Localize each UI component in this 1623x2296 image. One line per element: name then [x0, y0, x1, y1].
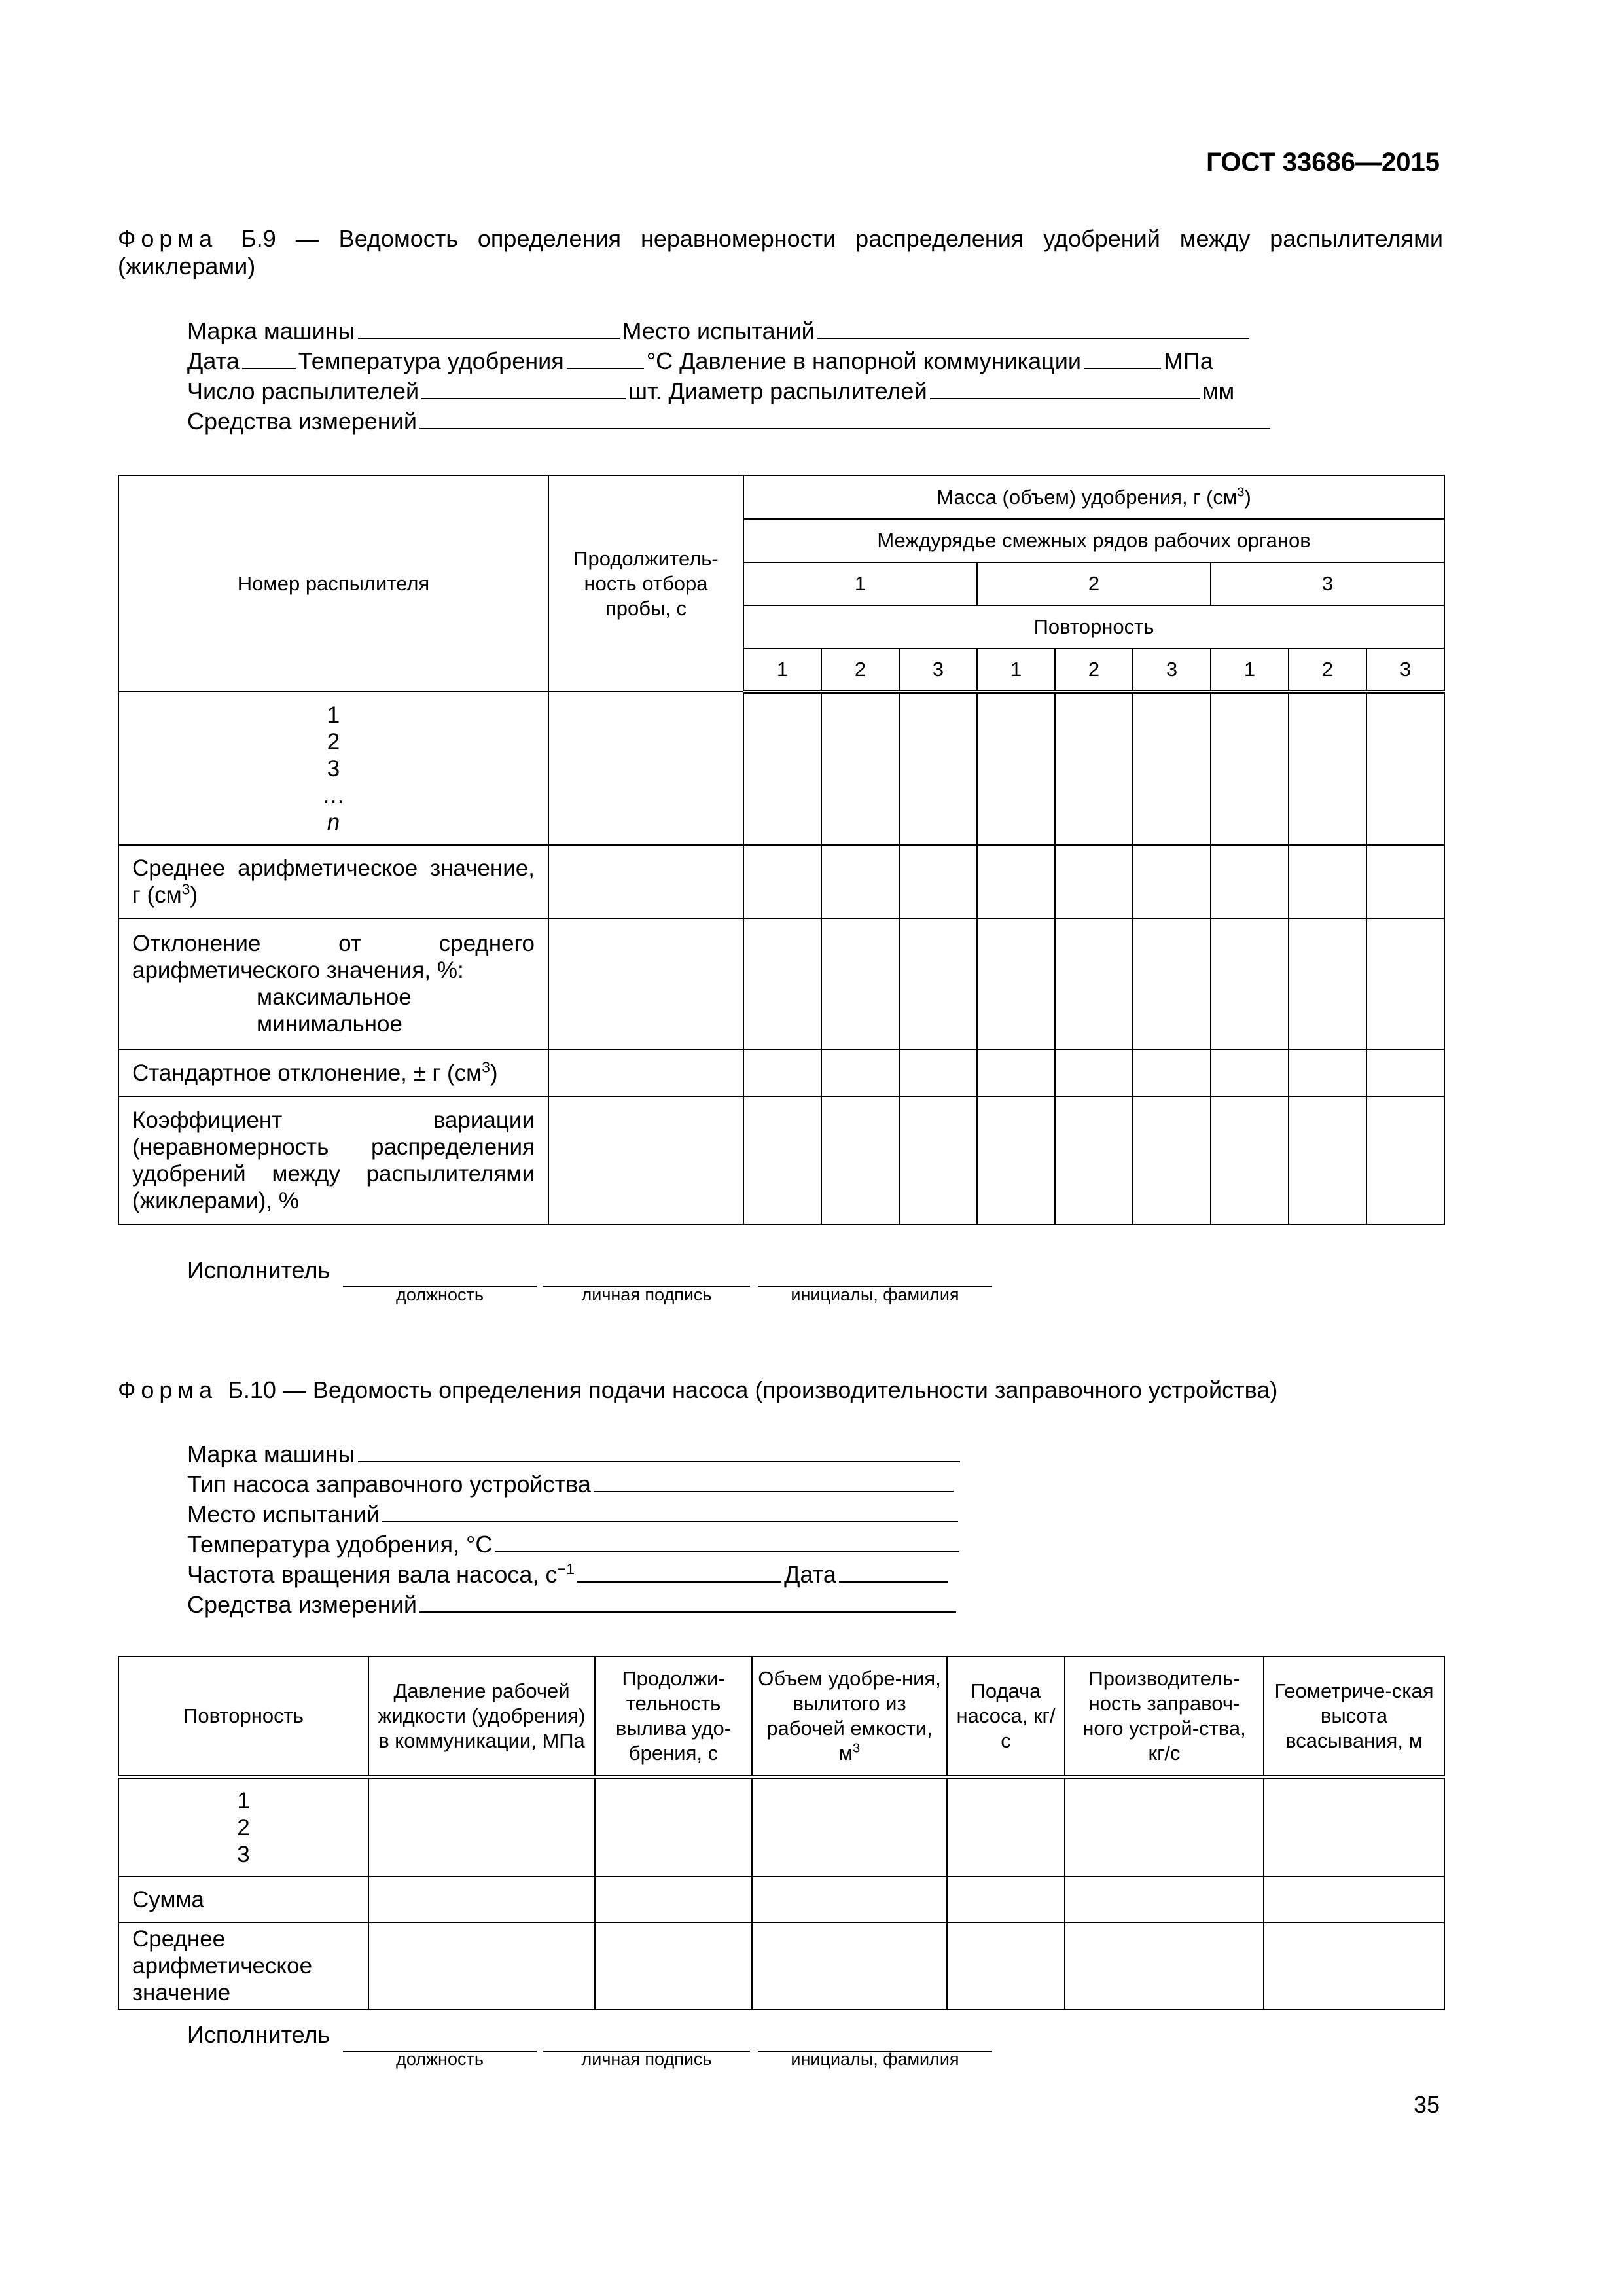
std-label	[118, 1049, 548, 1096]
col-header-rep: 1	[743, 649, 821, 692]
form9-table	[118, 475, 1445, 1225]
std-close: )	[490, 1060, 498, 1086]
form10-sign-caption: личная подпись	[581, 2049, 712, 2069]
table-cell[interactable]	[1366, 1096, 1444, 1225]
table-row	[118, 692, 1444, 845]
table-cell[interactable]	[1065, 1922, 1264, 2009]
cv-label: Коэффициент вариации (неравномерность распределения удобрений между распылителями (жиклерами), %	[118, 1096, 548, 1225]
table-cell[interactable]	[1211, 918, 1289, 1049]
table-cell[interactable]	[1055, 918, 1133, 1049]
table-row	[118, 1049, 1444, 1096]
table-cell[interactable]	[548, 845, 743, 918]
table-cell[interactable]	[1366, 845, 1444, 918]
temp-label: Температура удобрения, °С	[187, 1531, 493, 1558]
mass-close: )	[1244, 485, 1251, 509]
place-input[interactable]	[382, 1499, 958, 1522]
form9-executor-label: Исполнитель	[187, 1257, 330, 1283]
col-header-suction-height: Геометриче-ская высота всасывания, м	[1264, 1657, 1444, 1777]
count-label: Число распылителей	[187, 378, 419, 404]
place-input[interactable]	[817, 315, 1249, 339]
row-number: 1	[237, 1787, 250, 1814]
table-cell[interactable]	[1055, 845, 1133, 918]
table-cell[interactable]	[595, 1922, 752, 2009]
table-cell[interactable]	[1133, 845, 1211, 918]
table-cell[interactable]	[1264, 1777, 1444, 1876]
form9-field-row4	[187, 406, 1273, 437]
col-header-rep: 2	[1289, 649, 1366, 692]
table-cell[interactable]	[1289, 845, 1366, 918]
form9-field-row2	[187, 346, 1213, 376]
machine-label: Марка машины	[187, 317, 355, 344]
form10-field-rotation	[187, 1559, 950, 1590]
table-cell[interactable]	[368, 1777, 595, 1876]
means-label: Средства измерений	[187, 408, 418, 435]
col-header-row-spacing: Междурядье смежных рядов рабочих органов	[743, 519, 1444, 562]
deviation-max: максимальное	[257, 984, 412, 1010]
table-cell[interactable]	[977, 1096, 1055, 1225]
col-header-rep: 2	[1055, 649, 1133, 692]
col-header-volume	[752, 1657, 947, 1777]
machine-label: Марка машины	[187, 1441, 355, 1467]
table-cell[interactable]	[1264, 1876, 1444, 1922]
table-cell[interactable]	[1366, 918, 1444, 1049]
date-label: Дата	[187, 348, 240, 374]
table-row	[118, 1777, 1444, 1876]
temp-label: Температура удобрения	[298, 348, 564, 374]
table-cell[interactable]	[947, 1777, 1065, 1876]
form10-field-machine	[187, 1439, 963, 1469]
col-header-pressure: Давление рабочей жидкости (удобрения) в коммуникации, МПа	[368, 1657, 595, 1777]
means-label: Средства измерений	[187, 1591, 418, 1618]
form9-field-row1	[187, 315, 1252, 346]
table-cell[interactable]	[1133, 692, 1211, 845]
col-header-rep: 3	[899, 649, 977, 692]
row-number: n	[327, 809, 340, 835]
table-cell[interactable]	[821, 845, 899, 918]
col-header-group: 1	[743, 562, 977, 605]
rotation-input[interactable]	[577, 1559, 781, 1583]
std-sup: 3	[482, 1058, 490, 1075]
repeat-numbers-cell	[118, 1777, 368, 1876]
table-cell[interactable]	[1133, 1096, 1211, 1225]
date-input[interactable]	[839, 1559, 948, 1583]
table-cell[interactable]	[752, 1777, 947, 1876]
rotation-sup: −1	[557, 1560, 575, 1577]
col-header-pump-flow: Подача насоса, кг/с	[947, 1657, 1065, 1777]
form10-field-means	[187, 1589, 959, 1620]
table-cell[interactable]	[595, 1876, 752, 1922]
table-cell[interactable]	[752, 1876, 947, 1922]
mean-close: )	[190, 882, 198, 908]
pressure-label: °С Давление в напорной коммуникации	[646, 348, 1081, 374]
table-cell[interactable]	[1211, 692, 1289, 845]
diameter-label: шт. Диаметр распылителей	[628, 378, 927, 404]
form10-table	[118, 1656, 1445, 2010]
volume-text: Объем удобре-ния, вылитого из рабочей емкости, м	[758, 1667, 941, 1765]
col-header-rep: 1	[977, 649, 1055, 692]
table-cell[interactable]	[1065, 1777, 1264, 1876]
form9-title-text: Б.9 — Ведомость определения неравномерности распределения удобрений между распылителями (жиклерами)	[118, 225, 1443, 279]
rotation-text: Частота вращения вала насоса, с	[187, 1561, 558, 1588]
table-cell[interactable]	[899, 1049, 977, 1096]
mass-text: Масса (объем) удобрения, г (см	[936, 485, 1238, 509]
date-input[interactable]	[242, 346, 296, 369]
table-cell[interactable]	[947, 1922, 1065, 2009]
form10-title-text: Б.10 — Ведомость определения подачи насоса (производительности заправочного устройства)	[228, 1376, 1278, 1403]
count-input[interactable]	[421, 376, 626, 399]
table-cell[interactable]	[743, 1049, 821, 1096]
form10-position-caption: должность	[396, 2049, 484, 2069]
deviation-label	[118, 918, 548, 1049]
table-cell[interactable]	[1055, 1049, 1133, 1096]
means-input[interactable]	[419, 1589, 956, 1613]
table-cell[interactable]	[595, 1777, 752, 1876]
table-cell[interactable]	[1289, 692, 1366, 845]
form10-label: Форма	[118, 1376, 218, 1403]
table-cell[interactable]	[1289, 1096, 1366, 1225]
pressure-input[interactable]	[1084, 346, 1161, 369]
mpa-unit: МПа	[1163, 348, 1213, 374]
table-cell[interactable]	[1211, 1049, 1289, 1096]
form10-title	[118, 1376, 1443, 1404]
table-cell[interactable]	[548, 1049, 743, 1096]
col-header-group: 2	[977, 562, 1211, 605]
table-row	[118, 845, 1444, 918]
row-number: 3	[237, 1841, 250, 1867]
form10-field-place	[187, 1499, 961, 1530]
form9-title	[118, 225, 1443, 280]
table-cell[interactable]	[1055, 1096, 1133, 1225]
form10-field-temp	[187, 1529, 962, 1560]
row-number: 2	[237, 1814, 250, 1840]
mean-label	[118, 845, 548, 918]
table-cell[interactable]	[1065, 1876, 1264, 1922]
table-cell[interactable]	[821, 692, 899, 845]
table-row	[118, 1096, 1444, 1225]
table-cell[interactable]	[977, 692, 1055, 845]
table-cell[interactable]	[977, 845, 1055, 918]
col-header-duration: Продолжи-тельность вылива удо-брения, с	[595, 1657, 752, 1777]
deviation-title: Отклонение от среднего арифметического значения, %:	[132, 931, 535, 983]
volume-sup: 3	[853, 1741, 861, 1756]
table-cell[interactable]	[548, 918, 743, 1049]
mean-text: Среднее арифметическое значение, г (см	[132, 855, 535, 908]
form10-name-caption: инициалы, фамилия	[791, 2049, 959, 2069]
mean-label: Среднее арифметическое значение	[118, 1922, 368, 2009]
col-header-rep: 3	[1133, 649, 1211, 692]
table-cell[interactable]	[821, 1096, 899, 1225]
date-label: Дата	[784, 1561, 836, 1588]
table-cell[interactable]	[1211, 845, 1289, 918]
row-number: 3	[327, 755, 340, 781]
table-cell[interactable]	[1366, 692, 1444, 845]
table-cell[interactable]	[752, 1922, 947, 2009]
form9-position-caption: должность	[396, 1285, 484, 1304]
table-row	[118, 918, 1444, 1049]
col-header-capacity: Производитель-ность заправоч-ного устрой-ства, кг/с	[1065, 1657, 1264, 1777]
deviation-min: минимальное	[257, 1011, 402, 1037]
table-cell[interactable]	[1289, 918, 1366, 1049]
means-input[interactable]	[419, 406, 1270, 429]
col-header-repeatability: Повторность	[743, 605, 1444, 649]
col-header-nozzle-number: Номер распылителя	[118, 475, 548, 692]
rotation-label	[187, 1561, 575, 1588]
col-header-rep: 2	[821, 649, 899, 692]
col-header-duration: Продолжитель-ность отбора пробы, с	[548, 475, 743, 692]
table-cell[interactable]	[1289, 1049, 1366, 1096]
col-header-group: 3	[1211, 562, 1444, 605]
col-header-mass	[743, 475, 1444, 519]
table-cell[interactable]	[368, 1922, 595, 2009]
mm-unit: мм	[1202, 378, 1235, 404]
table-cell[interactable]	[1211, 1096, 1289, 1225]
row-number: 1	[327, 702, 340, 728]
temp-input[interactable]	[495, 1529, 959, 1552]
table-cell[interactable]	[368, 1876, 595, 1922]
table-cell[interactable]	[899, 845, 977, 918]
nozzle-numbers-cell	[118, 692, 548, 845]
table-cell[interactable]	[743, 692, 821, 845]
table-cell[interactable]	[821, 1049, 899, 1096]
table-cell[interactable]	[821, 918, 899, 1049]
pump-type-label: Тип насоса заправочного устройства	[187, 1471, 591, 1498]
table-cell[interactable]	[743, 845, 821, 918]
form9-name-caption: инициалы, фамилия	[791, 1285, 959, 1304]
table-cell[interactable]	[899, 1096, 977, 1225]
table-cell[interactable]	[899, 918, 977, 1049]
table-cell[interactable]	[548, 1096, 743, 1225]
form10-field-pump-type	[187, 1469, 956, 1499]
place-label: Место испытаний	[187, 1501, 380, 1528]
sum-label: Сумма	[118, 1876, 368, 1922]
table-cell[interactable]	[548, 692, 743, 845]
diameter-input[interactable]	[930, 376, 1200, 399]
machine-input[interactable]	[358, 1439, 960, 1462]
form9-sign-caption: личная подпись	[581, 1285, 712, 1304]
table-cell[interactable]	[1133, 1049, 1211, 1096]
col-header-rep: 1	[1211, 649, 1289, 692]
mass-sup: 3	[1237, 485, 1245, 500]
col-header-repeatability: Повторность	[118, 1657, 368, 1777]
table-cell[interactable]	[1055, 692, 1133, 845]
table-row	[118, 1922, 1444, 2009]
mean-sup: 3	[181, 880, 190, 898]
pump-type-input[interactable]	[594, 1469, 954, 1492]
table-cell[interactable]	[947, 1876, 1065, 1922]
table-row	[118, 1876, 1444, 1922]
table-cell[interactable]	[1133, 918, 1211, 1049]
form10-executor-label: Исполнитель	[187, 2021, 330, 2048]
std-text: Стандартное отклонение, ± г (см	[132, 1060, 482, 1086]
machine-input[interactable]	[358, 315, 620, 339]
temp-input[interactable]	[567, 346, 644, 369]
row-number: …	[322, 782, 345, 808]
table-cell[interactable]	[1366, 1049, 1444, 1096]
table-cell[interactable]	[743, 1096, 821, 1225]
table-cell[interactable]	[977, 918, 1055, 1049]
table-cell[interactable]	[977, 1049, 1055, 1096]
page-number: 35	[1413, 2091, 1440, 2118]
row-number: 2	[327, 728, 340, 755]
form9-label: Форма	[118, 225, 218, 252]
table-cell[interactable]	[743, 918, 821, 1049]
standard-header: ГОСТ 33686—2015	[1206, 148, 1440, 177]
col-header-rep: 3	[1366, 649, 1444, 692]
place-label: Место испытаний	[622, 317, 815, 344]
table-cell[interactable]	[899, 692, 977, 845]
form9-field-row3	[187, 376, 1234, 406]
table-cell[interactable]	[1264, 1922, 1444, 2009]
